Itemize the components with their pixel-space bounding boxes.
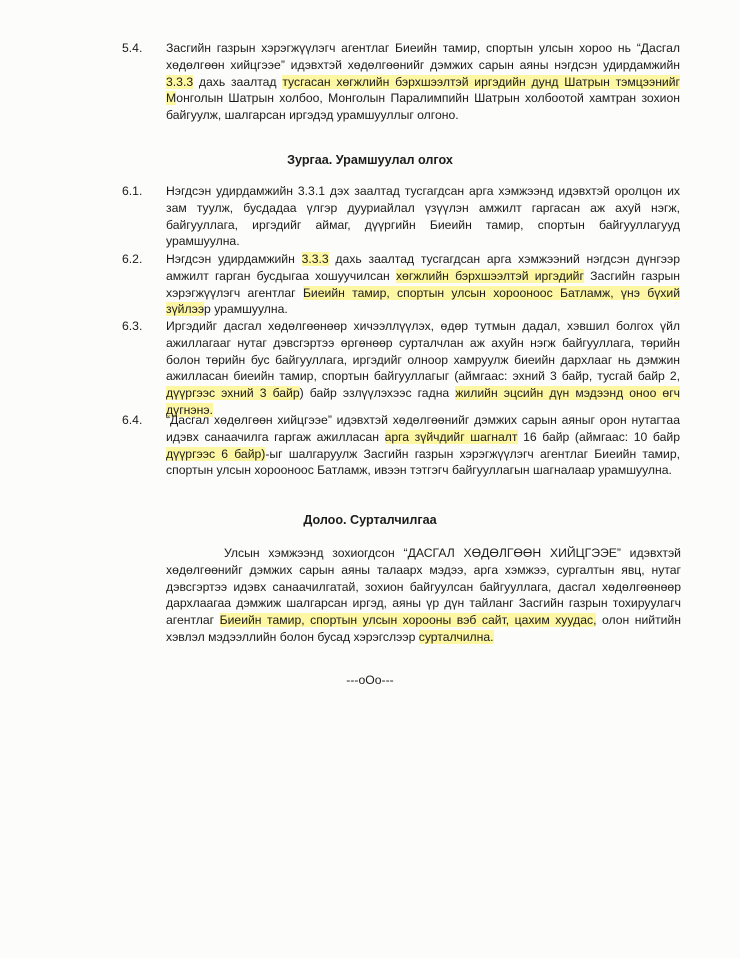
highlighted-text: дүүргээс эхний 3 байр <box>166 386 300 401</box>
highlighted-text: сурталчилна. <box>418 629 494 644</box>
highlighted-text: хөгжлийн бэрхшээлтэй иргэдийг <box>395 268 584 283</box>
text-run: Улсын хэмжээнд зохиогдсон “ДАСГАЛ ХӨДӨЛГӨӨН ХИЙЦГЭЭЕ” идэвхтэй хөдөлгөөнийг дэмжих сарын аяны талаарх мэдээ, арга хэмжээ, сургалтын явц, нутаг дэвсгэртээ идэвх санаачилгатай, зохион байгуулсан байгууллага, дасгал хөдөлгөөнөөр дархлаагаа дэмжиж шалгарсан иргэд, аяны үр дүн тайланг Засгийн газрын тохируулагч агентлаг <box>166 546 681 628</box>
clause-text <box>166 183 680 250</box>
text-run: Засгийн газрын хэрэгжүүлэгч агентлаг <box>166 268 680 300</box>
highlighted-text: Биеийн тамир, спортын улсын хорооны вэб сайт, цахим хуудас, <box>219 613 597 628</box>
highlighted-text: Биеийн тамир, спортын улсын хорооноос Батламж, үнэ бүхий зүйлээ <box>166 285 681 317</box>
highlighted-text: арга зүйчдийг шагналт <box>384 429 518 444</box>
clause-text <box>166 40 680 124</box>
clause-number: 6.4. <box>122 413 143 427</box>
text-run: онголын Шатрын холбоо, Монголын Паралимпийн Шатрын холбоотой хамтран зохион байгуулж, шалгарсан иргэдэд урамшууллыг олгоно. <box>166 91 680 123</box>
end-mark: ---oOo--- <box>346 673 394 687</box>
text-run: Засгийн газрын хэрэгжүүлэгч агентлаг Биеийн тамир, спортын улсын хороо нь “Дасгал хөдөлгөөн хийцгээе” идэвхтэй хөдөлгөөнийг дэмжих сарын аяны нэгдсэн удирдамжийн <box>166 41 680 72</box>
text-run: Иргэдийг дасгал хөдөлгөөнөөр хичээллүүлэх, өдөр тутмын дадал, хэвшил болгох үйл ажиллагааг нутаг дэвсгэртээ өргөнөөр сурталчлан аж ахуйн нэгж байгууллага, төрийн болон төрийн бус байгууллага, иргэдийг олноор хамруулж биеийн дархлааг нь дэмжин ажилласан биеийн тамир, спортын байгууллагыг (аймгаас: эхний 3 байр, тусгай байр 2, <box>166 319 680 384</box>
highlighted-text: дүүргээс 6 байр) <box>166 446 266 461</box>
section-heading-seven: Долоо. Сурталчилгаа <box>303 513 437 527</box>
clause-number: 6.2. <box>122 252 143 266</box>
text-run: олон нийтийн хэвлэл мэдээллийн болон бусад хэрэгслээр <box>166 613 681 644</box>
highlighted-text: жилийн эцсийн дүн мэдээнд оноо өгч дүгнэнэ. <box>166 386 680 417</box>
text-run: “Дасгал хөдөлгөөн хийцгээе” идэвхтэй хөдөлгөөнийг дэмжих сарын аяныг орон нутагтаа идэвх санаачилга гаргаж ажилласан <box>166 413 680 444</box>
clause-text <box>166 318 680 419</box>
clause-text <box>166 251 680 318</box>
highlighted-text: тусгасан хөгжлийн бэрхшээлтэй иргэдийн дунд Шатрын тэмцээнийг М <box>166 74 680 106</box>
section-heading-six: Зургаа. Урамшуулал олгох <box>287 153 453 167</box>
text-run: ) байр эзлүүлэхээс гадна <box>299 386 456 401</box>
text-run: дахь заалтад <box>193 74 283 89</box>
text-run: р урамшуулна. <box>204 302 288 317</box>
clause-number: 6.3. <box>122 319 143 333</box>
highlighted-text: 3.3.3 <box>166 74 194 89</box>
text-run: Нэгдсэн удирдамжийн <box>166 252 302 266</box>
promotion-paragraph <box>166 545 681 646</box>
text-run: -ыг шалгаруулж Засгийн газрын хэрэгжүүлэгч агентлаг Биеийн тамир, спортын улсын хорооноос Батламж, ивээн тэтгэгч байгууллагын шагналаар урамшуулна. <box>166 446 680 478</box>
text-run: Нэгдсэн удирдамжийн 3.3.1 дэх заалтад тусгагдсан арга хэмжээнд идэвхтэй оролцон их зам туулж, бусдадаа үлгэр дууриайлал үзүүлэн амжилт гаргасан аж ахуй нэгж, байгууллага, иргэдийг аймаг, дүүргийн Биеийн тамир, спортын байгууллагууд урамшуулна. <box>166 184 680 249</box>
paragraph-text <box>166 546 681 644</box>
text-run: дахь заалтад тусгагдсан арга хэмжээний нэгдсэн дүнгээр амжилт гарган бусдыгаа хошуучилсан <box>166 252 681 283</box>
highlighted-text: 3.3.3 <box>301 252 329 266</box>
text-run: 16 байр (аймгаас: 10 байр <box>517 429 680 444</box>
clause-number: 5.4. <box>122 41 143 55</box>
clause-number: 6.1. <box>122 184 143 198</box>
clause-text <box>166 412 680 479</box>
